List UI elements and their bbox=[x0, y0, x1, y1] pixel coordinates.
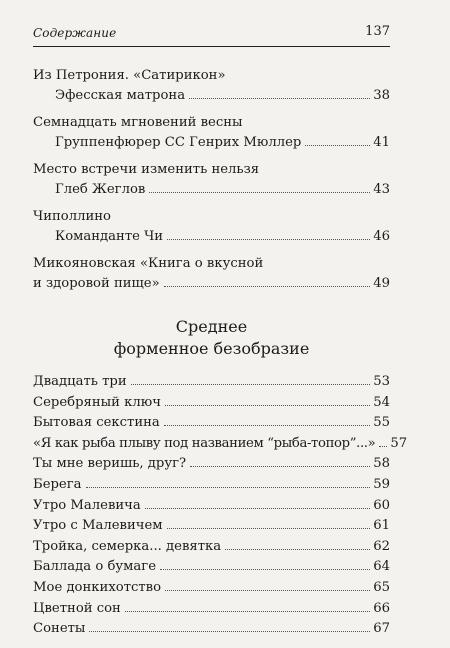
dot-leader bbox=[125, 611, 370, 612]
toc-entry-subtitle: Эфесская матрона bbox=[55, 88, 186, 103]
toc-entry[interactable] bbox=[33, 475, 390, 496]
toc-entry-title: Утро с Малевичем bbox=[33, 518, 163, 534]
running-header bbox=[33, 22, 390, 46]
toc-entry-title: Тройка, семерка... девятка bbox=[33, 538, 222, 554]
toc-entry-page: 53 bbox=[373, 374, 390, 389]
dot-leader bbox=[190, 466, 370, 467]
dot-leader bbox=[131, 384, 371, 385]
dot-leader bbox=[225, 549, 370, 550]
toc-entry-subtitle: Глеб Жеглов bbox=[55, 182, 146, 197]
dot-leader bbox=[379, 446, 387, 447]
toc-entry[interactable] bbox=[33, 619, 390, 640]
toc-entry[interactable] bbox=[33, 113, 390, 153]
toc-entry[interactable] bbox=[33, 413, 390, 434]
dot-leader bbox=[160, 569, 370, 570]
toc-entry-subtitle: Команданте Чи bbox=[55, 229, 164, 244]
dot-leader bbox=[189, 98, 370, 99]
dot-leader bbox=[149, 192, 370, 193]
header-section-title: Содержание bbox=[33, 26, 117, 40]
toc-entry-subtitle: и здоровой пище» bbox=[33, 276, 160, 291]
toc-entry[interactable] bbox=[33, 254, 390, 294]
section-heading bbox=[33, 316, 390, 360]
dot-leader bbox=[167, 528, 371, 529]
header-rule bbox=[33, 46, 390, 47]
toc-group-2 bbox=[33, 372, 408, 640]
dot-leader bbox=[145, 508, 370, 509]
section-heading-line-2: форменное безобразие bbox=[113, 339, 310, 358]
toc-entry[interactable] bbox=[33, 160, 390, 200]
toc-entry[interactable] bbox=[33, 393, 390, 414]
toc-entry[interactable] bbox=[33, 496, 390, 517]
toc-entry-title: Сонеты bbox=[33, 621, 86, 637]
toc-entry[interactable] bbox=[33, 599, 390, 620]
dot-leader bbox=[165, 590, 370, 591]
toc-entry-page: 58 bbox=[373, 456, 390, 472]
toc-entry[interactable] bbox=[33, 207, 390, 247]
toc-entry-page: 67 bbox=[373, 621, 390, 637]
toc-entry-title: Цветной сон bbox=[33, 600, 121, 616]
toc-entry-page: 46 bbox=[373, 229, 390, 244]
toc-entry-title: Микояновская «Книга о вкусной bbox=[33, 256, 264, 271]
toc-entry-page: 60 bbox=[373, 497, 390, 513]
toc-entry-title: Мое донкихотство bbox=[33, 579, 162, 595]
dot-leader bbox=[164, 425, 370, 426]
toc-entry-page: 55 bbox=[373, 415, 390, 431]
dot-leader bbox=[167, 239, 370, 240]
toc-entry-page: 59 bbox=[373, 476, 390, 492]
toc-entry-page: 64 bbox=[373, 559, 390, 575]
dot-leader bbox=[86, 487, 371, 488]
toc-entry-title: Баллада о бумаге bbox=[33, 559, 157, 575]
toc-entry-page: 66 bbox=[373, 600, 390, 616]
toc-entry[interactable] bbox=[33, 434, 408, 455]
table-of-contents bbox=[33, 66, 408, 640]
toc-entry[interactable] bbox=[33, 454, 390, 475]
toc-entry-page: 49 bbox=[373, 276, 390, 291]
toc-entry-page: 41 bbox=[373, 135, 390, 150]
toc-entry-page: 65 bbox=[373, 579, 390, 595]
toc-entry-page: 62 bbox=[373, 538, 390, 554]
toc-entry-title: Серебряный ключ bbox=[33, 394, 161, 410]
dot-leader bbox=[305, 145, 370, 146]
toc-entry-title: Утро Малевича bbox=[33, 497, 141, 513]
toc-entry[interactable] bbox=[33, 537, 390, 558]
toc-entry-page: 61 bbox=[373, 518, 390, 534]
toc-entry-page: 38 bbox=[373, 88, 390, 103]
toc-entry-title: Бытовая секстина bbox=[33, 415, 160, 431]
toc-entry-title: «Я как рыба плыву под названием “рыба-топор”...» bbox=[33, 435, 376, 451]
toc-entry-page: 43 bbox=[373, 182, 390, 197]
header-page-number: 137 bbox=[365, 24, 390, 39]
toc-entry-title: Двадцать три bbox=[33, 374, 127, 389]
toc-entry-page: 57 bbox=[390, 435, 408, 451]
toc-entry[interactable] bbox=[33, 516, 390, 537]
dot-leader bbox=[165, 405, 370, 406]
dot-leader bbox=[164, 286, 371, 287]
toc-entry[interactable] bbox=[33, 66, 390, 106]
toc-entry-page: 54 bbox=[373, 394, 390, 410]
toc-entry-title: Место встречи изменить нельзя bbox=[33, 162, 260, 177]
toc-entry-title: Из Петрония. «Сатирикон» bbox=[33, 68, 226, 83]
toc-entry[interactable] bbox=[33, 578, 390, 599]
toc-entry-subtitle: Группенфюрер СС Генрих Мюллер bbox=[55, 135, 302, 150]
section-heading-line-1: Среднее bbox=[175, 317, 248, 336]
toc-entry[interactable] bbox=[33, 557, 390, 578]
toc-entry-title: Ты мне веришь, друг? bbox=[33, 456, 187, 472]
toc-entry-title: Берега bbox=[33, 476, 82, 492]
toc-entry-title: Чиполлино bbox=[33, 209, 111, 224]
toc-entry-title: Семнадцать мгновений весны bbox=[33, 115, 243, 130]
dot-leader bbox=[89, 631, 370, 632]
toc-group-1 bbox=[33, 66, 390, 294]
toc-entry[interactable] bbox=[33, 372, 390, 393]
